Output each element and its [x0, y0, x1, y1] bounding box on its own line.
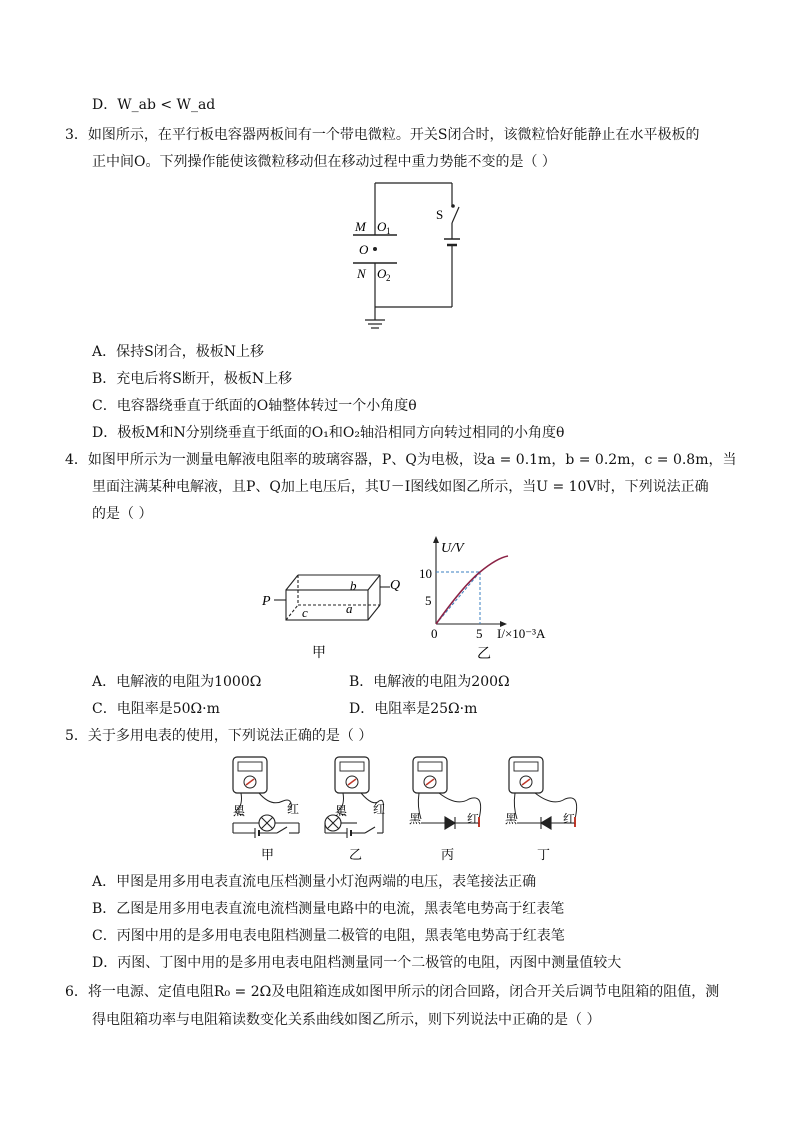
label-p: P [262, 594, 271, 609]
q4-option-d: D．电阻率是25Ω·m [349, 701, 478, 717]
label-a: a [346, 601, 353, 616]
caption-yi: 乙 [477, 647, 491, 662]
caption-ding: 丁 [537, 847, 551, 862]
caption-jia: 甲 [261, 847, 275, 862]
graph-ylabel: U/V [441, 541, 464, 556]
q5-option-a: A．甲图是用多用电表直流电压档测量小灯泡两端的电压，表笔接法正确 [92, 874, 537, 890]
black-label: 黑 [335, 804, 348, 818]
q3-stem-line2: 正中间O。下列操作能使该微粒移动但在移动过程中重力势能不变的是（ ） [92, 154, 556, 170]
meter-bing [409, 757, 481, 862]
black-label: 黑 [505, 812, 518, 826]
q3-capacitor-circuit-figure [345, 175, 475, 335]
q4-option-b: B．电解液的电阻为200Ω [349, 674, 510, 690]
q5-option-c: C．丙图中用的是多用电表电阻档测量二极管的电阻，黑表笔电势高于红表笔 [92, 928, 565, 944]
label-o1: O [377, 219, 387, 234]
meter-yi [325, 757, 385, 862]
q2-option-d: D．W_ab < W_ad [92, 97, 216, 113]
caption-jia: 甲 [312, 646, 326, 661]
q4-option-a: A．电解液的电阻为1000Ω [92, 674, 262, 690]
red-label: 红 [563, 812, 576, 826]
caption-bing: 丙 [441, 847, 455, 862]
q5-option-b: B．乙图是用多用电表直流电流档测量电路中的电流，黑表笔电势高于红表笔 [92, 901, 565, 917]
label-o1-sub: 1 [386, 226, 391, 236]
q4-ui-graph-figure [415, 532, 565, 662]
label-s: S [436, 207, 444, 222]
tick-x0: 0 [431, 626, 438, 641]
red-label: 红 [287, 802, 300, 816]
label-q: Q [390, 578, 401, 593]
q3-option-c: C．电容器绕垂直于纸面的O轴整体转过一个小角度θ [92, 398, 417, 414]
graph-xlabel: I/×10⁻³A [497, 626, 546, 641]
meter-ding [505, 757, 577, 862]
q4-stem-line3: 的是（ ） [92, 506, 153, 522]
label-m: M [355, 219, 366, 234]
meter-jia [233, 757, 299, 862]
label-c: c [302, 605, 308, 620]
q3-option-b: B．充电后将S断开，极板N上移 [92, 371, 293, 387]
label-b: b [350, 578, 357, 593]
label-o2: O [377, 266, 387, 281]
red-label: 红 [373, 802, 386, 816]
q3-option-d: D．极板M和N分别绕垂直于纸面的O₁和O₂轴沿相同方向转过相同的小角度θ [92, 425, 565, 441]
q6-stem-line1: 6．将一电源、定值电阻R₀ = 2Ω及电阻箱连成如图甲所示的闭合回路，闭合开关后调节电阻箱的阻值，测 [65, 984, 720, 1000]
q5-option-d: D．丙图、丁图中用的是多用电表电阻档测量同一个二极管的电阻，丙图中测量值较大 [92, 955, 622, 971]
q5-multimeter-figures [225, 755, 595, 865]
q5-stem: 5．关于多用电表的使用，下列说法正确的是（ ） [65, 728, 373, 744]
q3-option-a: A．保持S闭合，极板N上移 [92, 344, 264, 360]
q6-stem-line2: 得电阻箱功率与电阻箱读数变化关系曲线如图乙所示，则下列说法中正确的是（ ） [92, 1012, 601, 1028]
q4-stem-line1: 4．如图甲所示为一测量电解液电阻率的玻璃容器，P、Q为电极，设a = 0.1m，b = 0.2m，c = 0.8m，当 [65, 452, 737, 468]
label-o: O [359, 242, 369, 257]
q4-container-figure [258, 565, 408, 665]
q3-stem-line1: 3．如图所示，在平行板电容器两板间有一个带电微粒。开关S闭合时，该微粒恰好能静止在水平极板的 [65, 127, 700, 143]
q4-stem-line2: 里面注满某种电解液，且P、Q加上电压后，其U－I图线如图乙所示，当U = 10V时，下列说法正确 [92, 479, 709, 495]
caption-yi: 乙 [349, 847, 363, 862]
red-label: 红 [467, 812, 480, 826]
label-o2-sub: 2 [386, 273, 391, 283]
label-n: N [357, 266, 366, 281]
black-label: 黑 [233, 804, 246, 818]
q4-option-c: C．电阻率是50Ω·m [92, 701, 220, 717]
tick-y10: 10 [419, 566, 432, 581]
black-label: 黑 [409, 812, 422, 826]
tick-y5: 5 [425, 593, 432, 608]
tick-x5: 5 [476, 626, 483, 641]
